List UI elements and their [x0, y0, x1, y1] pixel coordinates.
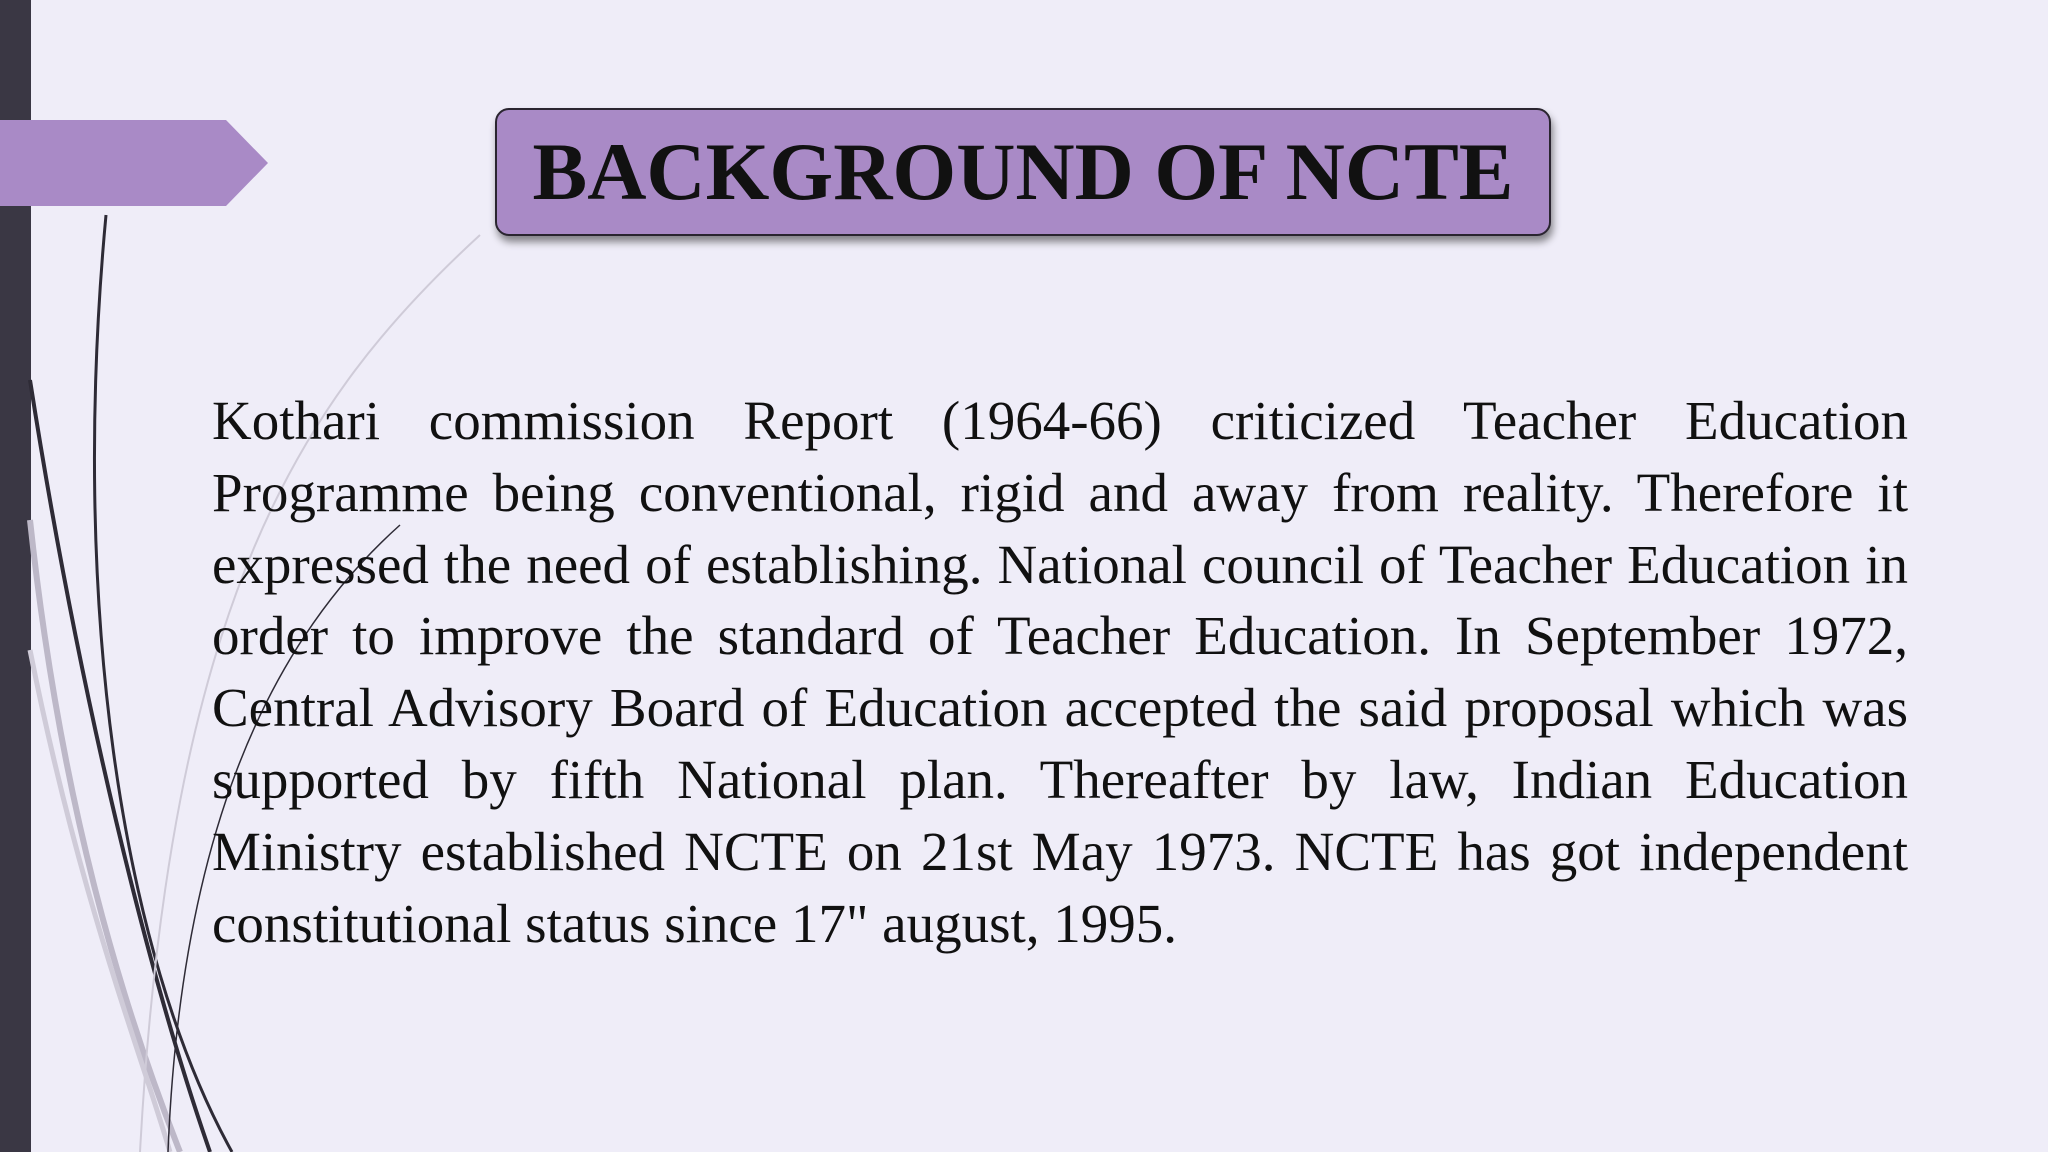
title-box [495, 108, 1551, 236]
slide-title: BACKGROUND OF NCTE [532, 126, 1514, 217]
arrow-tab-shape [0, 120, 268, 206]
body-paragraph: Kothari commission Report (1964-66) criticized Teacher Education Programme being conventional, rigid and away from reality. Therefore it expressed the need of establishing. National council of Teacher Education in order to improve the standard of Teacher Education. In September 1972, Central Advisory Board of Education accepted the said proposal which was supported by fifth National plan. Thereafter by law, Indian Education Ministry established NCTE on 21st May 1973. NCTE has got independent constitutional status since 17" august, 1995. [212, 390, 1908, 954]
